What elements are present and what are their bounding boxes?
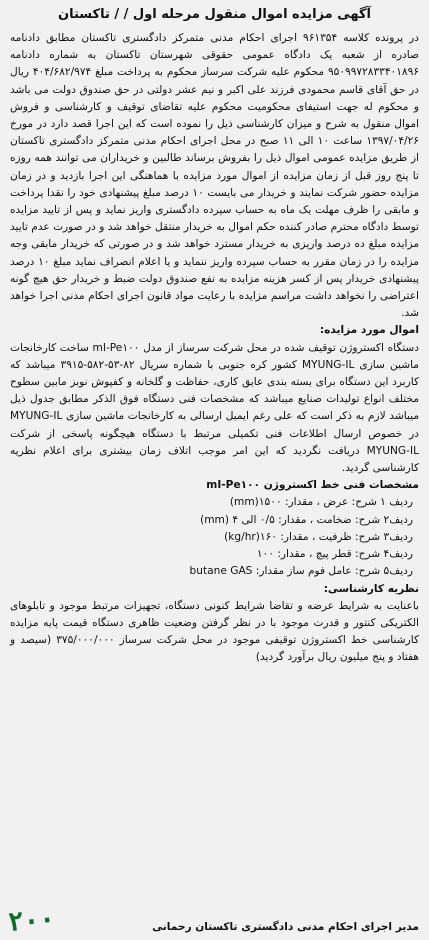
spec-row: ردیف۴ شرح: قطر پیچ ، مقدار: ۱۰۰ bbox=[256, 548, 413, 561]
specs-list bbox=[10, 494, 419, 580]
opinion-body: باعنایت به شرایط عرضه و تقاضا شرایط کنونی دستگاه، تجهیزات مرتبط موجود و تابلوهای الکتریکی کنتور و قدرت موجود با در نظر گرفتن وضعیت ظاهری دستگاه قیمت پایه مزایده کارشناسی خط اکستروژن توقیفی موجود در محل شرکت سرساز ۳۷۵/۰۰۰/۰۰۰ (سیصد و هفتاد و پنج میلیون ریال برآورد گردید) bbox=[10, 599, 419, 664]
signer-line: مدیر اجرای احکام مدنی دادگستری تاکستان رحمانی bbox=[152, 921, 419, 933]
spec-row: ردیف ۱ شرح: عرض ، مقدار: ۱۵۰۰(mm) bbox=[229, 496, 413, 509]
notice-footer bbox=[6, 903, 419, 939]
opinion-heading: نظریه کارشناسی: bbox=[323, 582, 419, 595]
spec-row: ردیف۳ شرح: ظرفیت ، مقدار: ۱۶۰(kg/hr) bbox=[224, 530, 413, 543]
notice-title: آگهی مزایده اموال منقول مرحله اول / / تاکستان bbox=[58, 7, 371, 22]
reference-code: ۲۰۰ bbox=[6, 903, 57, 939]
notice-body: در پرونده کلاسه ۹۶۱۳۵۴ اجرای احکام مدنی متمرکز دادگستری تاکستان مطابق دادنامه صادره از شعبه یک دادگاه عمومی حقوقی شهرستان تاکستان به شماره دادنامه ۹۵۰۹۹۷۲۸۳۳۴۰۱۸۹۶ محکوم علیه شرکت سرساز محکوم به پرداخت مبلغ ۴۰۴/۶۸۲/۹۷۴ ریال در حق آقای قاسم محمودی فرزند علی اکبر و نیم عشر دولتی در حق صندوق دولت می باشد و محکوم له جهت استیفای محکومیت محکوم علیه تقاضای توقیف و کارشناسی و فروش اموال منقول به شرح و میزان کارشناسی ذیل را نموده است که این اجرا قصد دارد در مورخ ۱۳۹۷/۰۴/۲۶ ساعت ۱۰ الی ۱۱ صبح در محل اجرای احکام مدنی متمرکز دادگستری تاکستان از طریق مزایده عمومی اموال ذیل را بفروش برساند طالبین و خریداران می توانند همه روزه تا پنج روز قبل از زمان مزایده از اموال مورد مزایده با هماهنگی این اجرا بازدید و در زمان مزایده حضور شرکت نمایند و خریدار می بایست ۱۰ درصد مبلغ پیشنهادی خود را نقدا پرداخت و مابقی را ظرف مهلت یک ماه به حساب سپرده دادگستری واریز نماید و پس از تایید مزایده توسط دادگاه محترم صادر کننده حکم اموال به خریدار منتقل خواهد شد و در صورت عدم تایید مزایده مبلغ ده درصد واریزی به خریدار مسترد خواهد شد و در صورتی که خریدار مابقی وجه مزایده را در زمان مقرر به حساب سپرده واریز ننماید و یا اعلام انصراف نماید مبلغ ۱۰ درصد پیشنهادی خریدار پس از کسر هزینه مزایده به نفع صندوق دولت ضبط و خریدار حق هیچ گونه اعتراضی را نخواهد داشت مراسم مزایده با رعایت مواد قانون اجرای احکام مدنی اجرا خواهد شد. bbox=[10, 32, 419, 320]
specs-heading: مشخصات فنی خط اکستروژن mI-Pe۱۰۰ bbox=[206, 479, 419, 492]
items-body: دستگاه اکستروژن توقیف شده در محل شرکت سرساز از مدل mI-Pe۱۰۰ ساخت کارخانجات ماشین سازی MYUNG-IL کشور کره جنوبی با شماره سریال ۸۲-۵۳-۵۸۲-۳۹۱۵ میباشد که کاربرد این دستگاه برای بسته بندی عایق کاری، حفاظت و گلخانه و کفپوش نوبز مابین سطوح مختلف انواع تولیدات صنایع میباشد که مشخصات فنی دستگاه فوق الذکر مطابق جدول ذیل میباشد لازم به ذکر است که علی رغم ایمیل ارسالی به کارخانجات ماشین سازی MYUNG-IL در خصوص ارسال اطلاعات فنی تکمیلی مرتبط با دستگاه هیچگونه پاسخی از شرکت MYUNG-IL دریافت نگردید که این امر موجب اتلاف زمان بیشتری برای اعلام نظریه کارشناسی گردید. bbox=[10, 341, 419, 475]
spec-row: ردیف۲ شرح: ضخامت ، مقدار: ۰/۵ الی ۴ (mm) bbox=[200, 513, 413, 526]
items-heading: اموال مورد مزایده: bbox=[319, 324, 419, 337]
spec-row: ردیف۵ شرح: عامل فوم ساز مقدار: butane GAS bbox=[189, 565, 413, 578]
